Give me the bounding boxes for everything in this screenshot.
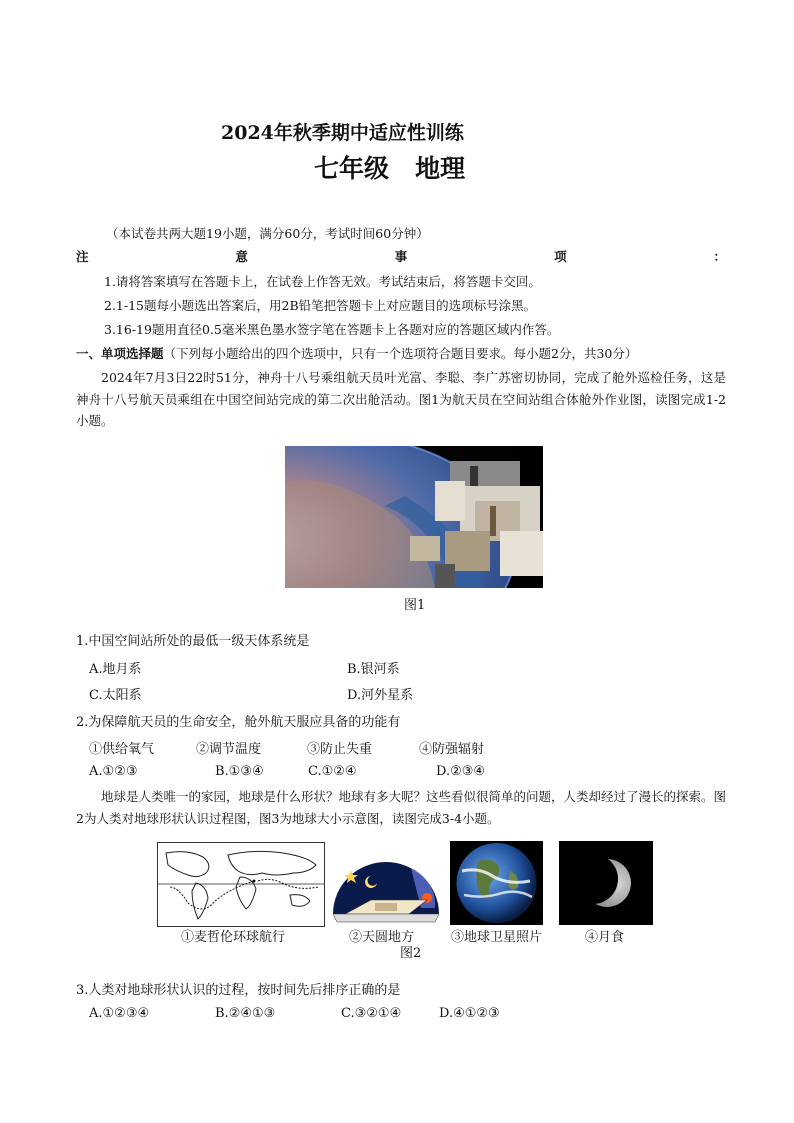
- section-heading-label: 一、单项选择题: [76, 346, 164, 361]
- figure-2-panel-2-dome: [331, 856, 441, 926]
- question-2-stem: 2.为保障航天员的生命安全，舱外航天服应具备的功能有: [76, 715, 401, 730]
- passage-1: 2024年7月3日22时51分，神舟十八号乘组航天员叶光富、李聪、李广苏密切协同，完成了舱外巡检任务，这是神舟十八号航天员乘组在中国空间站完成的第二次出舱活动。图1为航天员在空间站组合体舱外作业图，读图完成1-2小题。: [76, 370, 726, 428]
- figure-2-panel-4-eclipse: [559, 841, 653, 925]
- lunar-eclipse-illustration: [559, 841, 653, 925]
- question-2-option-a[interactable]: A.①②③: [89, 764, 138, 779]
- notes-heading-char: 意: [235, 249, 248, 264]
- question-1-option-a[interactable]: A.地月系: [89, 662, 142, 677]
- section-instruction: （下列每小题给出的四个选项中，只有一个选项符合题目要求。每小题2分，共30分）: [163, 346, 638, 361]
- figure-2-caption: 图2: [400, 946, 422, 961]
- exam-subtitle: 七年级 地理: [314, 154, 466, 183]
- question-2-option-d[interactable]: D.②③④: [436, 764, 486, 779]
- heaven-round-earth-square-illustration: [331, 856, 441, 926]
- notes-heading-char: 项: [554, 249, 567, 264]
- exam-title: 2024年秋季期中适应性训练: [221, 122, 464, 144]
- figure-2-panel-4-label: ④月食: [585, 930, 625, 945]
- question-2-item: ③防止失重: [307, 742, 373, 757]
- note-item: 1.请将答案填写在答题卡上，在试卷上作答无效。考试结束后，将答题卡交回。: [104, 274, 541, 289]
- question-2-item: ①供给氧气: [89, 742, 155, 757]
- notes-heading-char: 注: [76, 249, 89, 264]
- passage-2: 地球是人类唯一的家园，地球是什么形状？地球有多大呢？这些看似很简单的问题，人类却经过了漫长的探索。图2为人类对地球形状认识过程图，图3为地球大小示意图，读图完成3-4小题。: [76, 789, 727, 826]
- note-item: 2.1-15题每小题选出答案后，用2B铅笔把答题卡上对应题目的选项标号涂黑。: [104, 298, 537, 313]
- question-2-option-c[interactable]: C.①②④: [308, 764, 357, 779]
- exam-intro: （本试卷共两大题19小题，满分60分，考试时间60分钟）: [106, 226, 429, 241]
- figure-2-panel-2-label: ②天圆地方: [349, 930, 415, 945]
- note-item: 3.16-19题用直径0.5毫米黑色墨水签字笔在答题卡上各题对应的答题区域内作答。: [104, 322, 560, 337]
- question-1-stem: 1.中国空间站所处的最低一级天体系统是: [76, 634, 310, 649]
- question-3-option-d[interactable]: D.④①②③: [439, 1006, 500, 1021]
- question-2-item: ②调节温度: [196, 742, 262, 757]
- figure-2-panel-3-earth: [450, 841, 543, 925]
- figure-2-panel-1-map: [157, 842, 325, 927]
- question-3-option-b[interactable]: B.②④①③: [215, 1006, 276, 1021]
- question-2-option-b[interactable]: B.①③④: [215, 764, 264, 779]
- question-1-option-d[interactable]: D.河外星系: [347, 688, 414, 703]
- figure-2-panel-1-label: ①麦哲伦环球航行: [181, 930, 286, 945]
- world-map-route-illustration: [158, 843, 324, 926]
- figure-2-panel-3-label: ③地球卫星照片: [451, 930, 543, 945]
- figure-1-caption: 图1: [404, 598, 426, 613]
- notes-heading-char: 事: [394, 249, 408, 264]
- question-3-option-a[interactable]: A.①②③④: [89, 1006, 150, 1021]
- question-3-option-c[interactable]: C.③②①④: [341, 1006, 402, 1021]
- question-3-stem: 3.人类对地球形状认识的过程，按时间先后排序正确的是: [76, 983, 401, 998]
- question-1-option-b[interactable]: B.银河系: [347, 662, 400, 677]
- notes-heading-char: ：: [713, 249, 726, 264]
- section-heading: [76, 344, 637, 364]
- earth-satellite-photo-illustration: [450, 841, 543, 925]
- space-station-illustration: [285, 446, 543, 588]
- question-2-item: ④防强辐射: [419, 742, 485, 757]
- figure-1-image: [285, 446, 543, 588]
- notes-heading: [76, 247, 726, 267]
- question-1-option-c[interactable]: C.太阳系: [89, 688, 142, 703]
